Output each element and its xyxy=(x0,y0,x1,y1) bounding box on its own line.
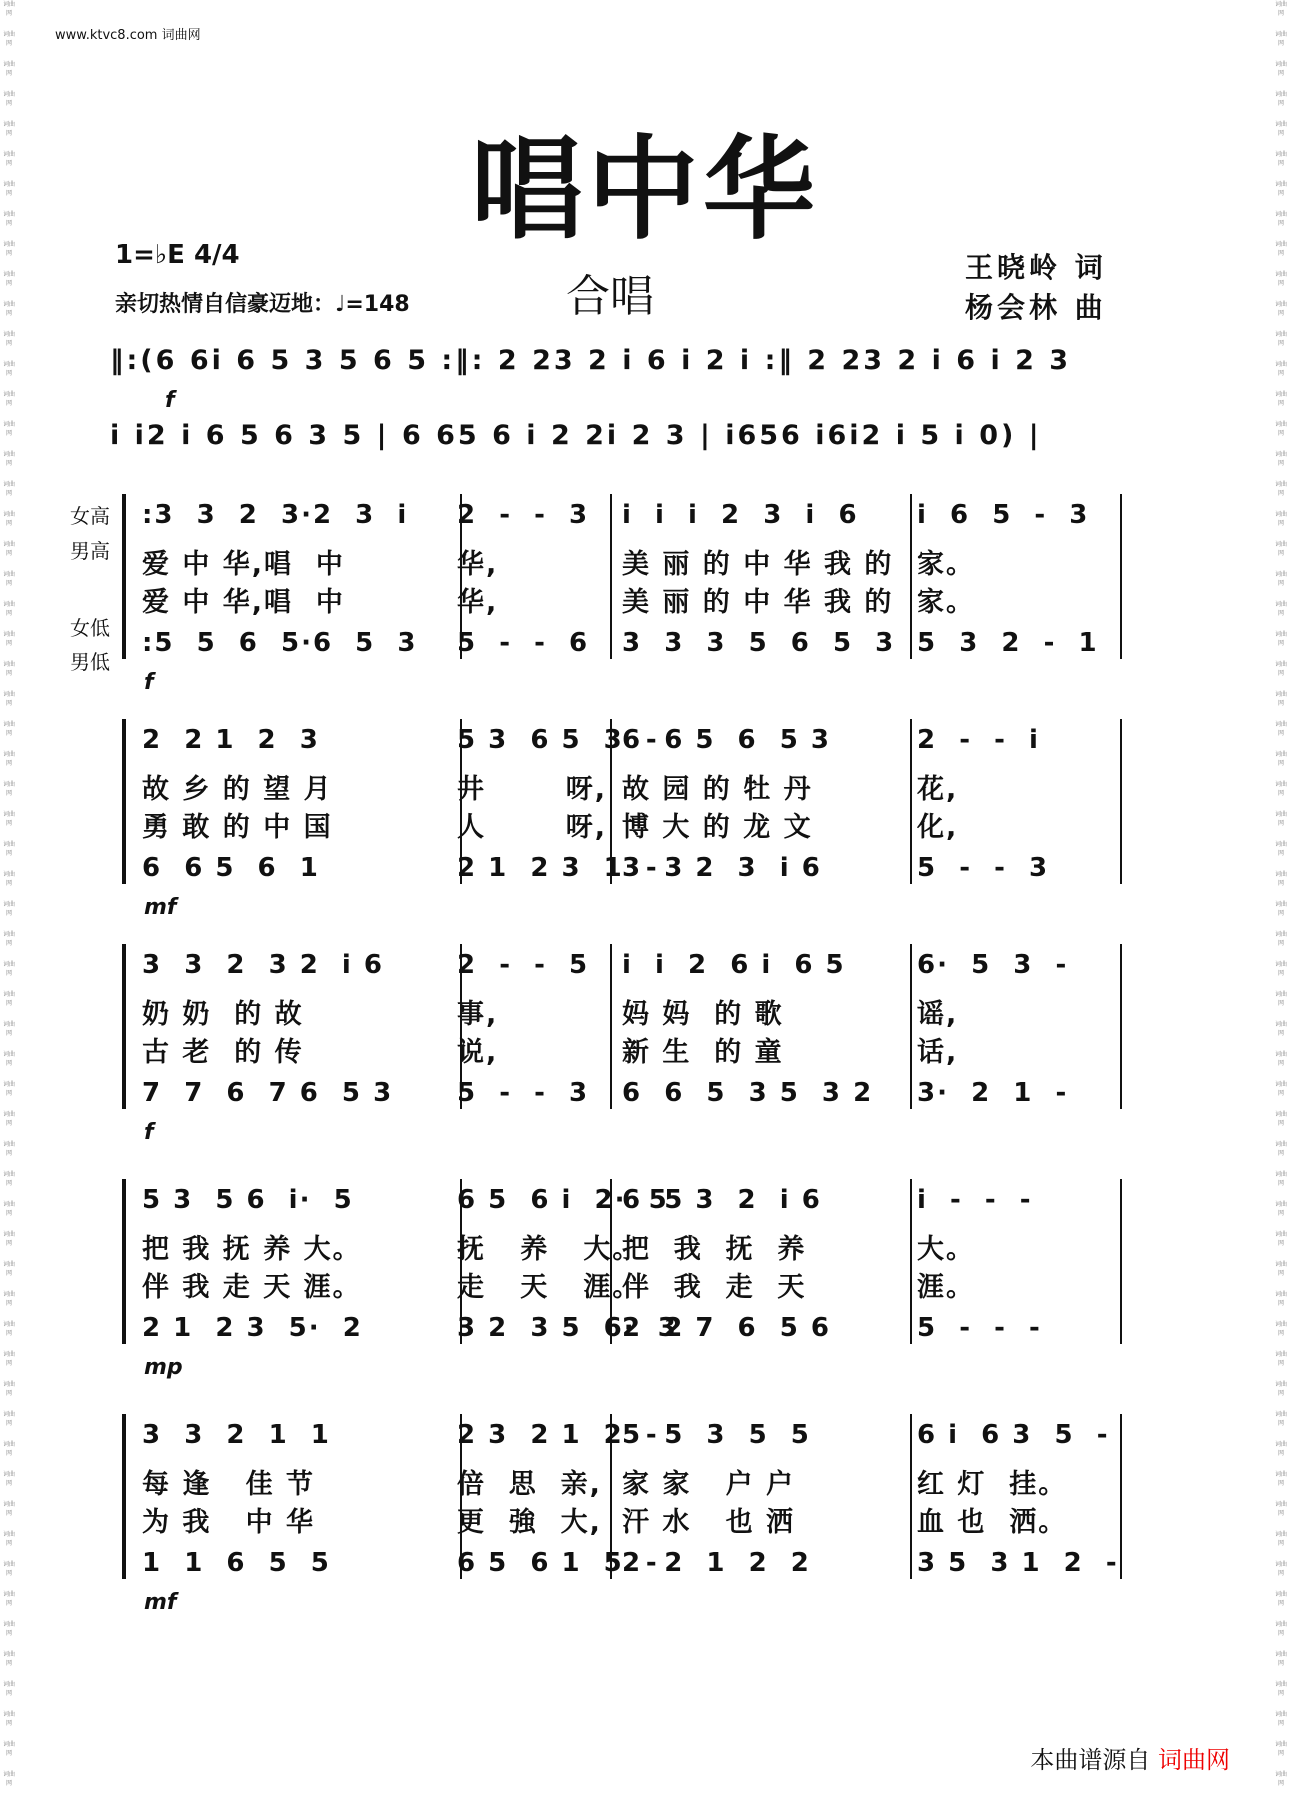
measure: 伴 我 走 天 xyxy=(622,1272,807,1303)
measure: 抚 养 大。 xyxy=(457,1234,642,1265)
measure: 5 3 6 5 3 - xyxy=(457,725,659,755)
side-watermark-text: 词曲网 xyxy=(2,931,15,947)
system-2-lyrics1 xyxy=(142,767,1122,803)
system-1-lyrics2 xyxy=(142,580,1122,616)
system-1-lyrics1 xyxy=(142,542,1122,578)
side-watermark-text: 词曲网 xyxy=(2,91,15,107)
side-watermark-text: 词曲网 xyxy=(2,391,15,407)
side-watermark-text: 词曲网 xyxy=(1274,721,1287,737)
side-watermark-text: 词曲网 xyxy=(1274,1261,1287,1277)
side-watermark-text: 词曲网 xyxy=(2,61,15,77)
measure: 6 5 6 i 2· 5 xyxy=(457,1185,669,1215)
measure: 1 1 6 5 5 xyxy=(142,1548,331,1578)
measure: 6 6 5 3 5 3 2 xyxy=(622,1078,874,1108)
measure: 更 強 大, xyxy=(457,1507,602,1538)
side-watermark-text: 词曲网 xyxy=(1274,601,1287,617)
measure: 2 3 2 1 2 - xyxy=(457,1420,659,1450)
side-watermark-text: 词曲网 xyxy=(1274,1531,1287,1547)
side-watermark-text: 词曲网 xyxy=(2,721,15,737)
side-watermark-text: 词曲网 xyxy=(2,1201,15,1217)
measure: 走 天 涯。 xyxy=(457,1272,642,1303)
system-3-lyrics1 xyxy=(142,992,1122,1028)
measure: 故 乡 的 望 月 xyxy=(142,774,333,805)
voice-label-tenor: 男高 xyxy=(70,539,110,563)
side-watermark-text: 词曲网 xyxy=(2,871,15,887)
measure: 2 1 2 3 5· 2 xyxy=(142,1313,363,1343)
measure: 2 2 7 6 5 6 xyxy=(622,1313,831,1343)
measure: 2 2 1 2 2 xyxy=(622,1548,811,1578)
measure: 井 呀, xyxy=(457,774,608,805)
measure: 5 - - - xyxy=(917,1313,1042,1343)
measure: 2 - - i xyxy=(917,725,1040,755)
side-watermark-text: 词曲网 xyxy=(2,1171,15,1187)
system-4-lower xyxy=(142,1313,1122,1349)
genre-label: 合唱 xyxy=(566,271,654,322)
site-watermark: www.ktvc8.com 词曲网 xyxy=(55,28,201,43)
side-watermark-text: 词曲网 xyxy=(2,361,15,377)
side-watermark-text: 词曲网 xyxy=(1274,811,1287,827)
system-bracket xyxy=(122,944,126,1109)
measure: 妈 妈 的 歌 xyxy=(622,999,784,1030)
side-watermark-text: 词曲网 xyxy=(2,631,15,647)
dynamic-marking: mp xyxy=(144,1355,183,1380)
measure: 3 3 3 5 6 5 3 xyxy=(622,628,896,658)
measure: 美 丽 的 中 华 我 的 xyxy=(622,549,894,580)
measure: 把 我 抚 养 大。 xyxy=(142,1234,362,1265)
side-watermark-right xyxy=(1274,0,1288,1803)
side-watermark-text: 词曲网 xyxy=(1274,1771,1287,1787)
system-5-upper xyxy=(142,1420,1122,1456)
measure: i - - - xyxy=(917,1185,1033,1215)
side-watermark-text: 词曲网 xyxy=(2,691,15,707)
side-watermark-text: 词曲网 xyxy=(2,271,15,287)
measure: 5 - - 3 xyxy=(917,853,1050,883)
system-3-upper xyxy=(142,950,1122,986)
key-signature: 1=♭E 4/4 xyxy=(115,240,240,270)
system-bracket xyxy=(122,1414,126,1579)
measure: 华, xyxy=(457,549,499,580)
side-watermark-text: 词曲网 xyxy=(1274,631,1287,647)
measure: 事, xyxy=(457,999,499,1030)
side-watermark-text: 词曲网 xyxy=(2,1771,15,1787)
source-prefix: 本曲谱源自 xyxy=(1030,1746,1151,1774)
side-watermark-text: 词曲网 xyxy=(2,1531,15,1547)
side-watermark-text: 词曲网 xyxy=(2,121,15,137)
side-watermark-text: 词曲网 xyxy=(2,1291,15,1307)
measure: 为 我 中 华 xyxy=(142,1507,315,1538)
side-watermark-text: 词曲网 xyxy=(1274,781,1287,797)
intro-dynamic: f xyxy=(165,388,175,413)
system-3-lyrics2 xyxy=(142,1030,1122,1066)
source-footer xyxy=(1030,1740,1230,1775)
system-2-lyrics2 xyxy=(142,805,1122,841)
measure: 红 灯 挂。 xyxy=(917,1469,1068,1500)
tempo-marking: 亲切热情自信豪迈地：♩=148 xyxy=(115,292,410,317)
measure: 人 呀, xyxy=(457,812,608,843)
side-watermark-text: 词曲网 xyxy=(2,811,15,827)
side-watermark-text: 词曲网 xyxy=(2,511,15,527)
measure: 6 5 3 2 i 6 xyxy=(622,1185,822,1215)
measure: 3 3 2 3 2 i 6 xyxy=(142,950,384,980)
voice-label-alto: 女低 xyxy=(70,616,110,640)
side-watermark-text: 词曲网 xyxy=(2,601,15,617)
system-5-lyrics2 xyxy=(142,1500,1122,1536)
side-watermark-text: 词曲网 xyxy=(1274,421,1287,437)
measure: 家 家 户 户 xyxy=(622,1469,795,1500)
measure: 倍 思 亲, xyxy=(457,1469,602,1500)
side-watermark-text: 词曲网 xyxy=(1274,901,1287,917)
measure: 华, xyxy=(457,587,499,618)
system-4-lyrics2 xyxy=(142,1265,1122,1301)
side-watermark-text: 词曲网 xyxy=(2,31,15,47)
side-watermark-text: 词曲网 xyxy=(2,1261,15,1277)
side-watermark-text: 词曲网 xyxy=(1274,1441,1287,1457)
measure: 6 6 5 6 5 3 xyxy=(622,725,831,755)
measure: 3 3 2 1 1 xyxy=(142,1420,331,1450)
side-watermark-text: 词曲网 xyxy=(1274,241,1287,257)
measure: 6 i 6 3 5 - xyxy=(917,1420,1110,1450)
measure: 勇 敢 的 中 国 xyxy=(142,812,333,843)
side-watermark-text: 词曲网 xyxy=(2,991,15,1007)
measure: 5 3 5 6 i· 5 xyxy=(142,1185,354,1215)
side-watermark-text: 词曲网 xyxy=(2,571,15,587)
system-4-lyrics1 xyxy=(142,1227,1122,1263)
dynamic-marking: mf xyxy=(144,895,177,920)
measure: 新 生 的 童 xyxy=(622,1037,784,1068)
side-watermark-text: 词曲网 xyxy=(1274,1561,1287,1577)
side-watermark-text: 词曲网 xyxy=(1274,1171,1287,1187)
measure: 化, xyxy=(917,812,959,843)
measure: 伴 我 走 天 涯。 xyxy=(142,1272,362,1303)
side-watermark-text: 词曲网 xyxy=(1274,1351,1287,1367)
measure: 2 - - 3 xyxy=(457,500,590,530)
measure: 把 我 抚 养 xyxy=(622,1234,807,1265)
side-watermark-text: 词曲网 xyxy=(1274,661,1287,677)
measure: :3 3 2 3·2 3 i xyxy=(142,500,409,530)
system-1-upper xyxy=(142,500,1122,536)
system-bracket xyxy=(122,494,126,659)
system-2-lower xyxy=(142,853,1122,889)
measure: 家。 xyxy=(917,587,975,618)
side-watermark-text: 词曲网 xyxy=(2,451,15,467)
measure: 5 - - 3 xyxy=(457,1078,590,1108)
side-watermark-text: 词曲网 xyxy=(2,1711,15,1727)
measure: 大。 xyxy=(917,1234,975,1265)
measure: 3 3 2 3 i 6 xyxy=(622,853,822,883)
side-watermark-text: 词曲网 xyxy=(1274,181,1287,197)
source-name: 词曲网 xyxy=(1158,1746,1230,1774)
side-watermark-text: 词曲网 xyxy=(1274,1081,1287,1097)
side-watermark-text: 词曲网 xyxy=(2,1741,15,1757)
measure: 3 5 3 1 2 - xyxy=(917,1548,1119,1578)
dynamic-marking: f xyxy=(144,1120,154,1145)
side-watermark-text: 词曲网 xyxy=(1274,1231,1287,1247)
side-watermark-text: 词曲网 xyxy=(2,1681,15,1697)
side-watermark-text: 词曲网 xyxy=(1274,511,1287,527)
side-watermark-text: 词曲网 xyxy=(1274,31,1287,47)
side-watermark-text: 词曲网 xyxy=(1274,211,1287,227)
system-1-lower xyxy=(142,628,1122,664)
intro-line-1: ‖:(6 6i 6 5 3 5 6 5 :‖: 2 23 2 i 6 i 2 i :‖ 2 23 2 i 6 i 2 3 xyxy=(110,345,1072,376)
side-watermark-text: 词曲网 xyxy=(2,1621,15,1637)
measure: 每 逢 佳 节 xyxy=(142,1469,315,1500)
side-watermark-text: 词曲网 xyxy=(2,1561,15,1577)
measure: 涯。 xyxy=(917,1272,975,1303)
side-watermark-text: 词曲网 xyxy=(1274,271,1287,287)
side-watermark-text: 词曲网 xyxy=(1274,361,1287,377)
system-bracket xyxy=(122,719,126,884)
side-watermark-text: 词曲网 xyxy=(1274,541,1287,557)
side-watermark-text: 词曲网 xyxy=(2,151,15,167)
measure: 说, xyxy=(457,1037,499,1068)
side-watermark-text: 词曲网 xyxy=(1274,961,1287,977)
side-watermark-text: 词曲网 xyxy=(1274,1621,1287,1637)
side-watermark-text: 词曲网 xyxy=(2,1141,15,1157)
side-watermark-text: 词曲网 xyxy=(1274,151,1287,167)
side-watermark-text: 词曲网 xyxy=(2,1,15,17)
measure: i i i 2 3 i 6 xyxy=(622,500,859,530)
side-watermark-text: 词曲网 xyxy=(2,1081,15,1097)
side-watermark-text: 词曲网 xyxy=(1274,1381,1287,1397)
measure: 6 6 5 6 1 xyxy=(142,853,320,883)
measure: 谣, xyxy=(917,999,959,1030)
system-4-upper xyxy=(142,1185,1122,1221)
measure: i 6 5 - 3 xyxy=(917,500,1090,530)
side-watermark-text: 词曲网 xyxy=(2,1231,15,1247)
measure: 5 3 2 - 1 xyxy=(917,628,1099,658)
dynamic-marking: f xyxy=(144,670,154,695)
side-watermark-text: 词曲网 xyxy=(1274,1411,1287,1427)
side-watermark-text: 词曲网 xyxy=(1274,1291,1287,1307)
measure: 花, xyxy=(917,774,959,805)
side-watermark-text: 词曲网 xyxy=(2,421,15,437)
side-watermark-text: 词曲网 xyxy=(1274,931,1287,947)
side-watermark-text: 词曲网 xyxy=(1274,91,1287,107)
side-watermark-text: 词曲网 xyxy=(1274,1201,1287,1217)
side-watermark-text: 词曲网 xyxy=(2,661,15,677)
side-watermark-text: 词曲网 xyxy=(1274,1501,1287,1517)
side-watermark-text: 词曲网 xyxy=(2,961,15,977)
side-watermark-text: 词曲网 xyxy=(1274,841,1287,857)
measure: 古 老 的 传 xyxy=(142,1037,304,1068)
side-watermark-text: 词曲网 xyxy=(1274,1681,1287,1697)
measure: i i 2 6 i 6 5 xyxy=(622,950,846,980)
intro-line-2: i i2 i 6 5 6 3 5 | 6 65 6 i 2 2i 2 3 | i656 i6i2 i 5 i 0) | xyxy=(110,420,1042,451)
measure: 7 7 6 7 6 5 3 xyxy=(142,1078,394,1108)
side-watermark-text: 词曲网 xyxy=(2,1351,15,1367)
side-watermark-text: 词曲网 xyxy=(2,1021,15,1037)
side-watermark-text: 词曲网 xyxy=(2,1111,15,1127)
dynamic-marking: mf xyxy=(144,1590,177,1615)
side-watermark-text: 词曲网 xyxy=(1274,121,1287,137)
side-watermark-text: 词曲网 xyxy=(2,181,15,197)
side-watermark-text: 词曲网 xyxy=(2,751,15,767)
measure: 2 2 1 2 3 xyxy=(142,725,320,755)
side-watermark-text: 词曲网 xyxy=(1274,871,1287,887)
side-watermark-text: 词曲网 xyxy=(1274,1111,1287,1127)
side-watermark-text: 词曲网 xyxy=(1274,1321,1287,1337)
measure: 2 1 2 3 1 - xyxy=(457,853,659,883)
voice-label-bass: 男低 xyxy=(70,650,110,674)
side-watermark-text: 词曲网 xyxy=(2,1051,15,1067)
lyricist-credit: 王晓岭 词 xyxy=(965,251,1107,284)
side-watermark-text: 词曲网 xyxy=(1274,1141,1287,1157)
measure: 汗 水 也 洒 xyxy=(622,1507,795,1538)
system-bracket xyxy=(122,1179,126,1344)
side-watermark-text: 词曲网 xyxy=(2,841,15,857)
side-watermark-text: 词曲网 xyxy=(2,1471,15,1487)
side-watermark-text: 词曲网 xyxy=(2,1381,15,1397)
side-watermark-text: 词曲网 xyxy=(1274,991,1287,1007)
system-3-lower xyxy=(142,1078,1122,1114)
measure: 家。 xyxy=(917,549,975,580)
side-watermark-text: 词曲网 xyxy=(2,901,15,917)
side-watermark-text: 词曲网 xyxy=(2,331,15,347)
measure: 爱 中 华,唱 中 xyxy=(142,587,345,618)
measure: 5 5 3 5 5 xyxy=(622,1420,811,1450)
side-watermark-text: 词曲网 xyxy=(2,1501,15,1517)
side-watermark-text: 词曲网 xyxy=(1274,451,1287,467)
measure: 话, xyxy=(917,1037,959,1068)
side-watermark-text: 词曲网 xyxy=(1274,1,1287,17)
side-watermark-text: 词曲网 xyxy=(2,781,15,797)
side-watermark-text: 词曲网 xyxy=(2,1321,15,1337)
measure: 5 - - 6 xyxy=(457,628,590,658)
side-watermark-text: 词曲网 xyxy=(1274,1591,1287,1607)
side-watermark-text: 词曲网 xyxy=(2,1651,15,1667)
measure: 6· 5 3 - xyxy=(917,950,1069,980)
measure: 美 丽 的 中 华 我 的 xyxy=(622,587,894,618)
side-watermark-text: 词曲网 xyxy=(1274,331,1287,347)
side-watermark-text: 词曲网 xyxy=(1274,301,1287,317)
measure: 故 园 的 牡 丹 xyxy=(622,774,813,805)
measure: 血 也 洒。 xyxy=(917,1507,1068,1538)
voice-label-soprano: 女高 xyxy=(70,504,110,528)
side-watermark-text: 词曲网 xyxy=(2,481,15,497)
side-watermark-text: 词曲网 xyxy=(1274,1651,1287,1667)
side-watermark-text: 词曲网 xyxy=(2,1411,15,1427)
measure: 奶 奶 的 故 xyxy=(142,999,304,1030)
measure: 3· 2 1 - xyxy=(917,1078,1069,1108)
measure: 2 - - 5 xyxy=(457,950,590,980)
system-5-lyrics1 xyxy=(142,1462,1122,1498)
measure: :5 5 6 5·6 5 3 xyxy=(142,628,418,658)
side-watermark-text: 词曲网 xyxy=(2,1441,15,1457)
side-watermark-text: 词曲网 xyxy=(1274,1711,1287,1727)
measure: 博 大 的 龙 文 xyxy=(622,812,813,843)
side-watermark-text: 词曲网 xyxy=(2,1591,15,1607)
side-watermark-text: 词曲网 xyxy=(1274,1471,1287,1487)
side-watermark-text: 词曲网 xyxy=(1274,1741,1287,1757)
side-watermark-text: 词曲网 xyxy=(1274,1021,1287,1037)
side-watermark-text: 词曲网 xyxy=(1274,571,1287,587)
side-watermark-left xyxy=(2,0,16,1803)
composer-credit: 杨会林 曲 xyxy=(965,291,1107,324)
side-watermark-text: 词曲网 xyxy=(1274,751,1287,767)
side-watermark-text: 词曲网 xyxy=(1274,391,1287,407)
side-watermark-text: 词曲网 xyxy=(2,541,15,557)
side-watermark-text: 词曲网 xyxy=(2,211,15,227)
system-2-upper xyxy=(142,725,1122,761)
measure: 6 5 6 1 5 - xyxy=(457,1548,659,1578)
side-watermark-text: 词曲网 xyxy=(1274,1051,1287,1067)
side-watermark-text: 词曲网 xyxy=(1274,691,1287,707)
measure: 3 2 3 5 6· 3 xyxy=(457,1313,678,1343)
page-title: 唱中华 xyxy=(471,125,819,255)
side-watermark-text: 词曲网 xyxy=(1274,481,1287,497)
side-watermark-text: 词曲网 xyxy=(1274,61,1287,77)
system-5-lower xyxy=(142,1548,1122,1584)
measure: 爱 中 华,唱 中 xyxy=(142,549,345,580)
side-watermark-text: 词曲网 xyxy=(2,241,15,257)
side-watermark-text: 词曲网 xyxy=(2,301,15,317)
